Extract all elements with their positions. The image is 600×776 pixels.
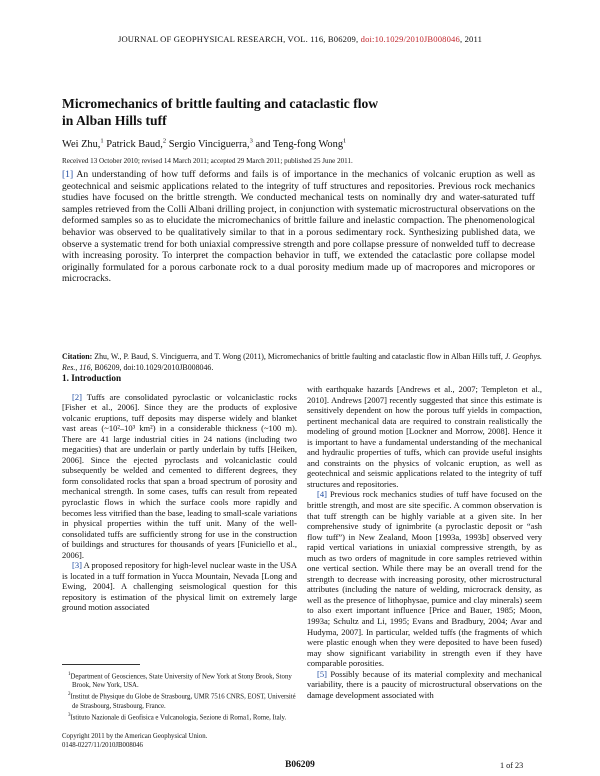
footnote: $^3$Istituto Nazionale di Geofisica e Vulcanologia, Sezione di Roma1, Rome, Italy. [68, 712, 287, 721]
article-code: B06209 [285, 760, 315, 770]
footnotes [62, 670, 297, 722]
citation-journal: J. Geophys. Res., 116, [62, 352, 542, 372]
author: Sergio Vinciguerra,$^3$ [168, 138, 253, 151]
paragraph-number[interactable]: [1] [62, 169, 74, 180]
paragraph: [2] Tuffs are consolidated pyroclastic or volcaniclastic rocks [Fisher et al., 2006]. Since they are the products of explosive volcanic eruptions, tuff deposits may disperse widely and blanket vast areas (~10²–10³ km²) in a considerable thickness (~100 m). There are 41 large industrial cities in 24 nations (including two megacities) that are underlain or partly underlain by tuffs [Heiken, 2006]. Since the ejected pyroclasts and volcaniclastic could subsequently be welded and cemented to different degrees, they form consolidated rocks that span a broad spectrum of porosity and mechanical strength. In some cases, tuffs can result from repeated pyroclastic flows in which the surface cools more rapidly and becomes less vitrified than the base, leading to small-scale variations in physical properties within the tuff unit. Many of the well-consolidated tuffs are sufficiently strong for use in the construction of buildings and structures for thousands of years [Funiciello et al., 2006]. [62, 391, 297, 560]
footnote-divider [62, 664, 140, 665]
author: Patrick Baud,$^2$ [106, 138, 167, 151]
page-number: 1 of 23 [500, 761, 524, 770]
paragraph: [4] Previous rock mechanics studies of tuff have focused on the brittle strength, and most are site specific. A common observation is that tuff strength can be highly variable at a given site. In her comprehensive study of ignimbrite (a pyroclastic deposit or “ash flow tuff”) in New Zealand, Moon [1993a, 1993b] observed very rapid vertical variations in uniaxial compressive strength, by as much as two orders of magnitude in core samples retrieved within one vertical section. While there may be an overall trend for the strength to decrease with increasing porosity, other microstructural attributes (including the nature of welding, microcrack density, as well as the presence of lithophysae, pumice and clay minerals) seem to also exert important influence [Price and Bauer, 1985; Moon, 1993a; Schultz and Li, 1995; Evans and Bradbury, 2004; Avar and Hudyma, 2007]. In particular, welded tuffs (the fragments of which were plastic enough when they were deposited to have been fused) may show significant variability in strength even if they have comparable porosities. [307, 489, 543, 669]
copyright: Copyright 2011 by the American Geophysical Union. 0148-0227/11/2010JB008046 [62, 733, 208, 749]
left-column [62, 373, 297, 613]
paragraph: [5] Possibly because of its material complexity and mechanical variability, there is a paucity of microstructural observations on the damage development associated with [307, 668, 543, 700]
abstract [62, 169, 535, 285]
paragraph-number[interactable]: [4] [317, 489, 327, 500]
paragraph: [3] A proposed repository for high-level nuclear waste in the USA is located in a tuff formation in Yucca Mountain, Nevada [Long and Ewing, 2004]. A challenging seismological question for this repository is estimation of the physical limit on extremely large ground motion associated [62, 560, 298, 613]
article-title: Micromechanics of brittle faulting and cataclastic flow in Alban Hills tuff [62, 96, 379, 128]
paragraph-number[interactable]: [3] [72, 560, 82, 571]
footnote: $^2$Institut de Physique du Globe de Strasbourg, UMR 7516 CNRS, EOST, Université de Strasbourg, Strasbourg, France. [68, 692, 296, 710]
citation-label: Citation: [62, 352, 93, 361]
paragraph: with earthquake hazards [Andrews et al., 2007; Templeton et al., 2010]. Andrews [2007] recently suggested that since this estimate is sensitively dependent on how the porous tuff yields in compaction, pertinent mechanical data are required to constrain realistically the modeling of ground motion [Lockner and Morrow, 2008]. Hence it is important to have a fundamental understanding of the mechanical and hydraulic properties of tuffs, which can provide useful insights and constraints on the physics of volcanic eruption, as well as geotechnical and seismic applications related to the integrity of tuff structures and repositories. [307, 384, 542, 489]
citation: Citation: Zhu, W., P. Baud, S. Vinciguerra, and T. Wong (2011), Micromechanics of brittle faulting and cataclastic flow in Alban Hills tuff, J. Geophys. Res., 116, B06209, doi:10.1029/2010JB008046. [62, 352, 542, 372]
author: Wei Zhu,$^1$ [62, 138, 104, 151]
author: and Teng-fong Wong$^1$ [255, 138, 347, 151]
paragraph-number[interactable]: [2] [72, 391, 82, 402]
abstract-text: An understanding of how tuff deforms and fails is of importance in the mechanics of volcanic eruption as well as geotechnical and seismic applications related to the integrity of tuff structures and repositories. Previous rock mechanics studies have focused on the brittle strength. We conducted mechanical tests on nominally dry and water-saturated tuff samples retrieved from the Colli Albani drilling project, in conjunction with systematic microstructural observations on the deformed samples so as to elucidate the micromechanics of brittle failure and inelastic compaction. The phenomenological behavior was observed to be qualitatively similar to that in a porous sedimentary rock. Synthesizing published data, we observe a systematic trend for both uniaxial compressive strength and pore collapse pressure of nonwelded tuff to decrease with increasing porosity. To interpret the compaction behavior in tuff, we extended the cataclastic pore collapse model originally formulated for a porous carbonate rock to a dual porosity medium made up of macropores and micropores or microcracks. [62, 169, 535, 285]
received-dates: Received 13 October 2010; revised 14 March 2011; accepted 29 March 2011; published 25 June 2011. [62, 157, 353, 165]
right-column [307, 384, 542, 700]
journal-info: JOURNAL OF GEOPHYSICAL RESEARCH, VOL. 116, B06209, [117, 34, 359, 44]
year: , 2011 [459, 34, 483, 44]
section-heading: 1. Introduction [62, 373, 122, 383]
author-list [62, 138, 346, 150]
running-head [0, 34, 600, 44]
paragraph-number[interactable]: [5] [317, 668, 327, 679]
footnote: $^1$Department of Geosciences, State University of New York at Stony Brook, Stony Brook, New York, USA. [68, 672, 292, 690]
doi-link[interactable]: doi:10.1029/2010JB008046 [360, 34, 460, 44]
